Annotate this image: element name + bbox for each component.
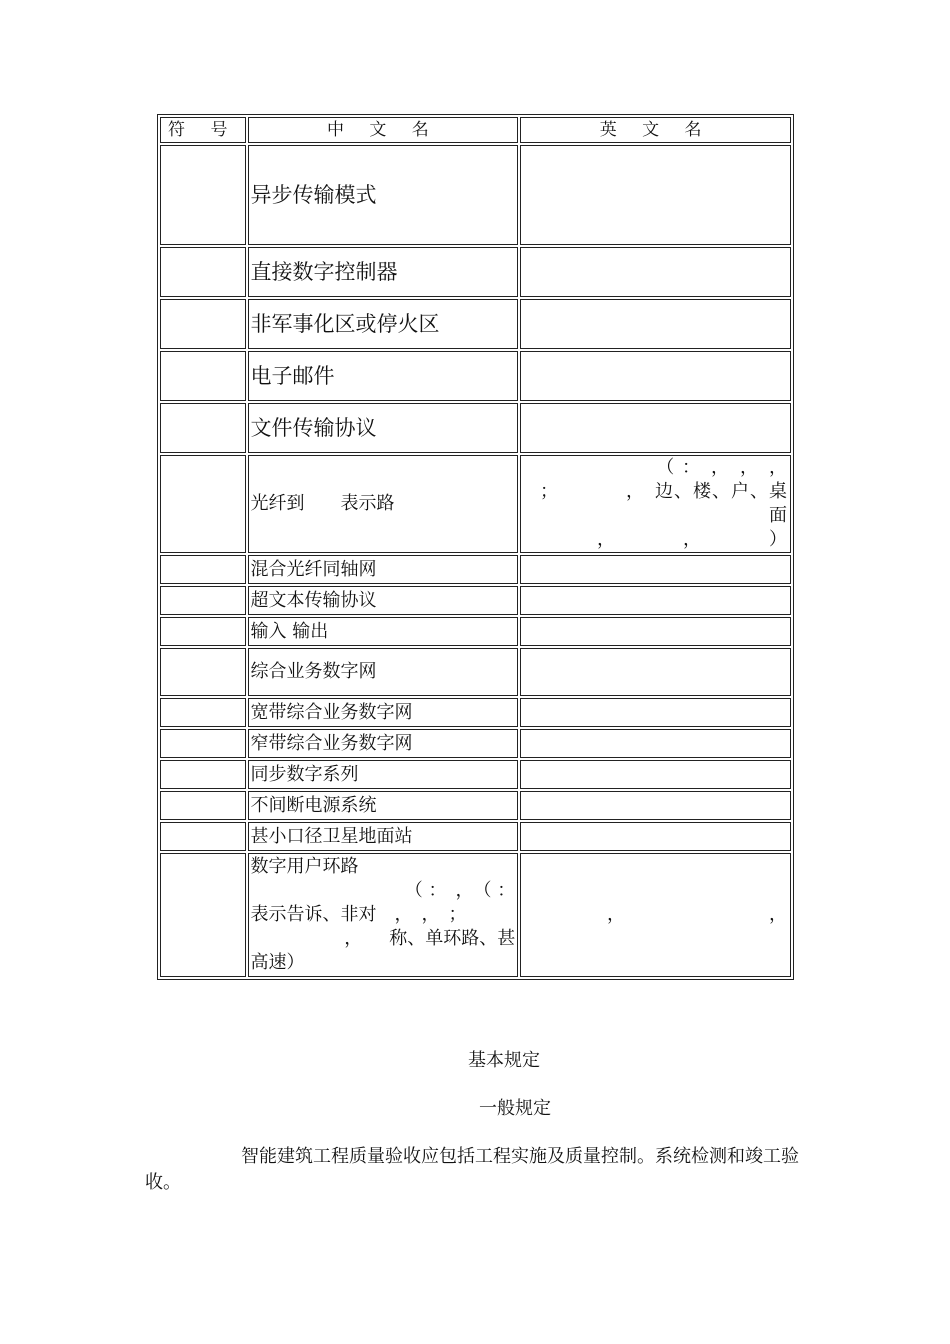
symbol-cell <box>160 729 246 758</box>
chinese-name-line: ， 称、单环路、甚 <box>344 928 516 949</box>
english-name-cell <box>520 648 791 696</box>
symbol-cell <box>160 586 246 615</box>
table-row <box>160 617 791 646</box>
symbol-cell <box>160 555 246 584</box>
english-name-cell <box>520 822 791 851</box>
english-name-cell <box>520 791 791 820</box>
chinese-name-cell: 同步数字系列 <box>248 760 519 789</box>
symbol-cell <box>160 299 246 349</box>
chinese-name-cell: 非军事化区或停火区 <box>248 299 519 349</box>
subsection-heading: 一般规定 <box>479 1098 551 1119</box>
english-name-cell <box>520 698 791 727</box>
table-row <box>160 555 791 584</box>
table-row <box>160 247 791 297</box>
table-row <box>160 403 791 453</box>
header-english-name: 英 文 名 <box>520 117 791 143</box>
chinese-name-cell: 直接数字控制器 <box>248 247 519 297</box>
symbol-cell <box>160 617 246 646</box>
english-name-line: ， ， ） <box>597 529 788 550</box>
english-name-cell: ， ， <box>520 853 791 977</box>
english-name-cell <box>520 617 791 646</box>
chinese-name-cell: 文件传输协议 <box>248 403 519 453</box>
table-row <box>160 698 791 727</box>
abbreviation-table <box>157 114 794 980</box>
body-paragraph: 智能建筑工程质量验收应包括工程实施及质量控制。系统检测和竣工验收。 <box>145 1146 799 1193</box>
english-name-cell <box>520 729 791 758</box>
chinese-name-cell: 光纤到 表示路 <box>248 455 519 553</box>
table-header-row <box>160 117 791 143</box>
table-row <box>160 760 791 789</box>
chinese-name-line: （ ： ， （ ： <box>404 880 516 901</box>
chinese-name-cell: 综合业务数字网 <box>248 648 519 696</box>
symbol-cell <box>160 455 246 553</box>
chinese-name-cell <box>248 853 519 977</box>
english-name-cell <box>520 586 791 615</box>
table-row <box>160 455 791 553</box>
english-name-cell <box>520 403 791 453</box>
table-row <box>160 822 791 851</box>
table-row <box>160 145 791 245</box>
english-name-cell <box>520 145 791 245</box>
table-row <box>160 299 791 349</box>
chinese-name-line: 表示告诉、非对 ， ， ； <box>250 904 467 925</box>
chinese-name-cell: 电子邮件 <box>248 351 519 401</box>
chinese-name-cell: 窄带综合业务数字网 <box>248 729 519 758</box>
symbol-cell <box>160 822 246 851</box>
chinese-name-line: 数字用户环路 <box>250 856 359 877</box>
symbol-cell <box>160 698 246 727</box>
table-row <box>160 791 791 820</box>
symbol-cell <box>160 351 246 401</box>
chinese-name-cell: 输入 输出 <box>248 617 519 646</box>
chinese-name-cell: 甚小口径卫星地面站 <box>248 822 519 851</box>
symbol-cell <box>160 791 246 820</box>
symbol-cell <box>160 648 246 696</box>
header-chinese-name: 中 文 名 <box>248 117 519 143</box>
english-name-line: （ ： ， ， ， <box>656 457 788 478</box>
symbol-cell <box>160 145 246 245</box>
table-row <box>160 586 791 615</box>
english-name-cell <box>520 299 791 349</box>
chinese-name-cell: 不间断电源系统 <box>248 791 519 820</box>
chinese-name-line: 高速） <box>250 952 305 973</box>
english-name-cell <box>520 555 791 584</box>
english-name-cell <box>520 247 791 297</box>
chinese-name-cell: 超文本传输协议 <box>248 586 519 615</box>
section-heading: 基本规定 <box>468 1050 540 1071</box>
english-name-cell <box>520 351 791 401</box>
table-row <box>160 351 791 401</box>
symbol-cell <box>160 853 246 977</box>
symbol-cell <box>160 403 246 453</box>
header-symbol: 符 号 <box>160 117 246 143</box>
table-row <box>160 853 791 977</box>
english-name-line: ； ， 边、楼、户、桌面 <box>540 481 788 526</box>
table-row <box>160 729 791 758</box>
chinese-name-cell: 宽带综合业务数字网 <box>248 698 519 727</box>
chinese-name-cell: 异步传输模式 <box>248 145 519 245</box>
symbol-cell <box>160 760 246 789</box>
table-row <box>160 648 791 696</box>
chinese-name-cell: 混合光纤同轴网 <box>248 555 519 584</box>
english-name-cell <box>520 455 791 553</box>
symbol-cell <box>160 247 246 297</box>
english-name-cell <box>520 760 791 789</box>
